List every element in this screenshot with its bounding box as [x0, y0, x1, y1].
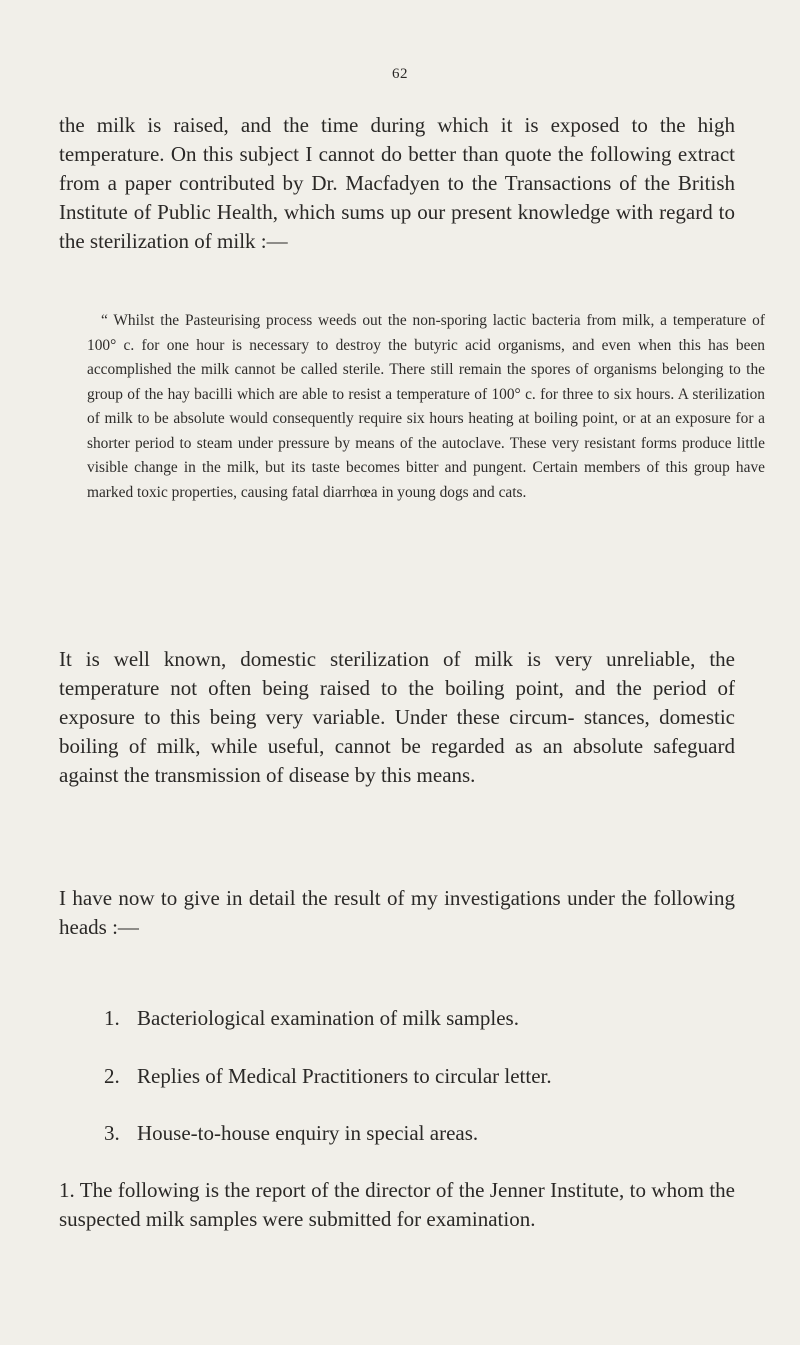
list-item-text: Bacteriological examination of milk samples.	[137, 1006, 519, 1030]
list-item-text: House-to-house enquiry in special areas.	[137, 1121, 479, 1145]
intro-paragraph: the milk is raised, and the time during which it is exposed to the high temperature. On this subject I cannot do better than quote the following extract from a paper contributed by Dr. Macfadyen to the Transactions of the British Institute of Public Health, which sums up our present knowledge with regard to the sterilization of milk :—	[59, 113, 735, 253]
report-paragraph: 1. The following is the report of the director of the Jenner Institute, to whom the suspected milk samples were submitted for examination.	[59, 1178, 735, 1231]
list-item-number: 2.	[104, 1064, 120, 1088]
list-item-text: Replies of Medical Practitioners to circular letter.	[137, 1064, 552, 1088]
list-item	[104, 1121, 478, 1146]
list-item	[104, 1064, 552, 1089]
page-number: 62	[392, 66, 408, 82]
list-item-number: 3.	[104, 1121, 120, 1145]
list-item	[104, 1006, 519, 1031]
list-item-number: 1.	[104, 1006, 120, 1030]
quoted-extract: “ Whilst the Pasteurising process weeds out the non-sporing lactic bacteria from milk, a temperature of 100° c. for one hour is necessary to destroy the butyric acid organisms, and even when this has been accomplished the milk cannot be called sterile. There still remain the spores of organisms belonging to the group of the hay bacilli which are able to resist a temperature of 100° c. for three to six hours. A sterilization of milk to be absolute would consequently require six hours heating at boiling point, or at an exposure for a shorter period to steam under pressure by means of the autoclave. These very resistant forms produce little visible change in the milk, but its taste becomes bitter and pungent. Certain members of this group have marked toxic properties, causing fatal diarrhœa in young dogs and cats.	[87, 312, 765, 501]
investigation-heads-intro: I have now to give in detail the result of my investigations under the following heads :—	[59, 886, 735, 939]
domestic-sterilization-paragraph: It is well known, domestic sterilization of milk is very unreliable, the temperature not often being raised to the boiling point, and the period of exposure to this being very variable. Under these circum- stances, domestic boiling of milk, while useful, cannot be regarded as an absolute safeguard against the transmission of disease by this means.	[59, 647, 735, 787]
